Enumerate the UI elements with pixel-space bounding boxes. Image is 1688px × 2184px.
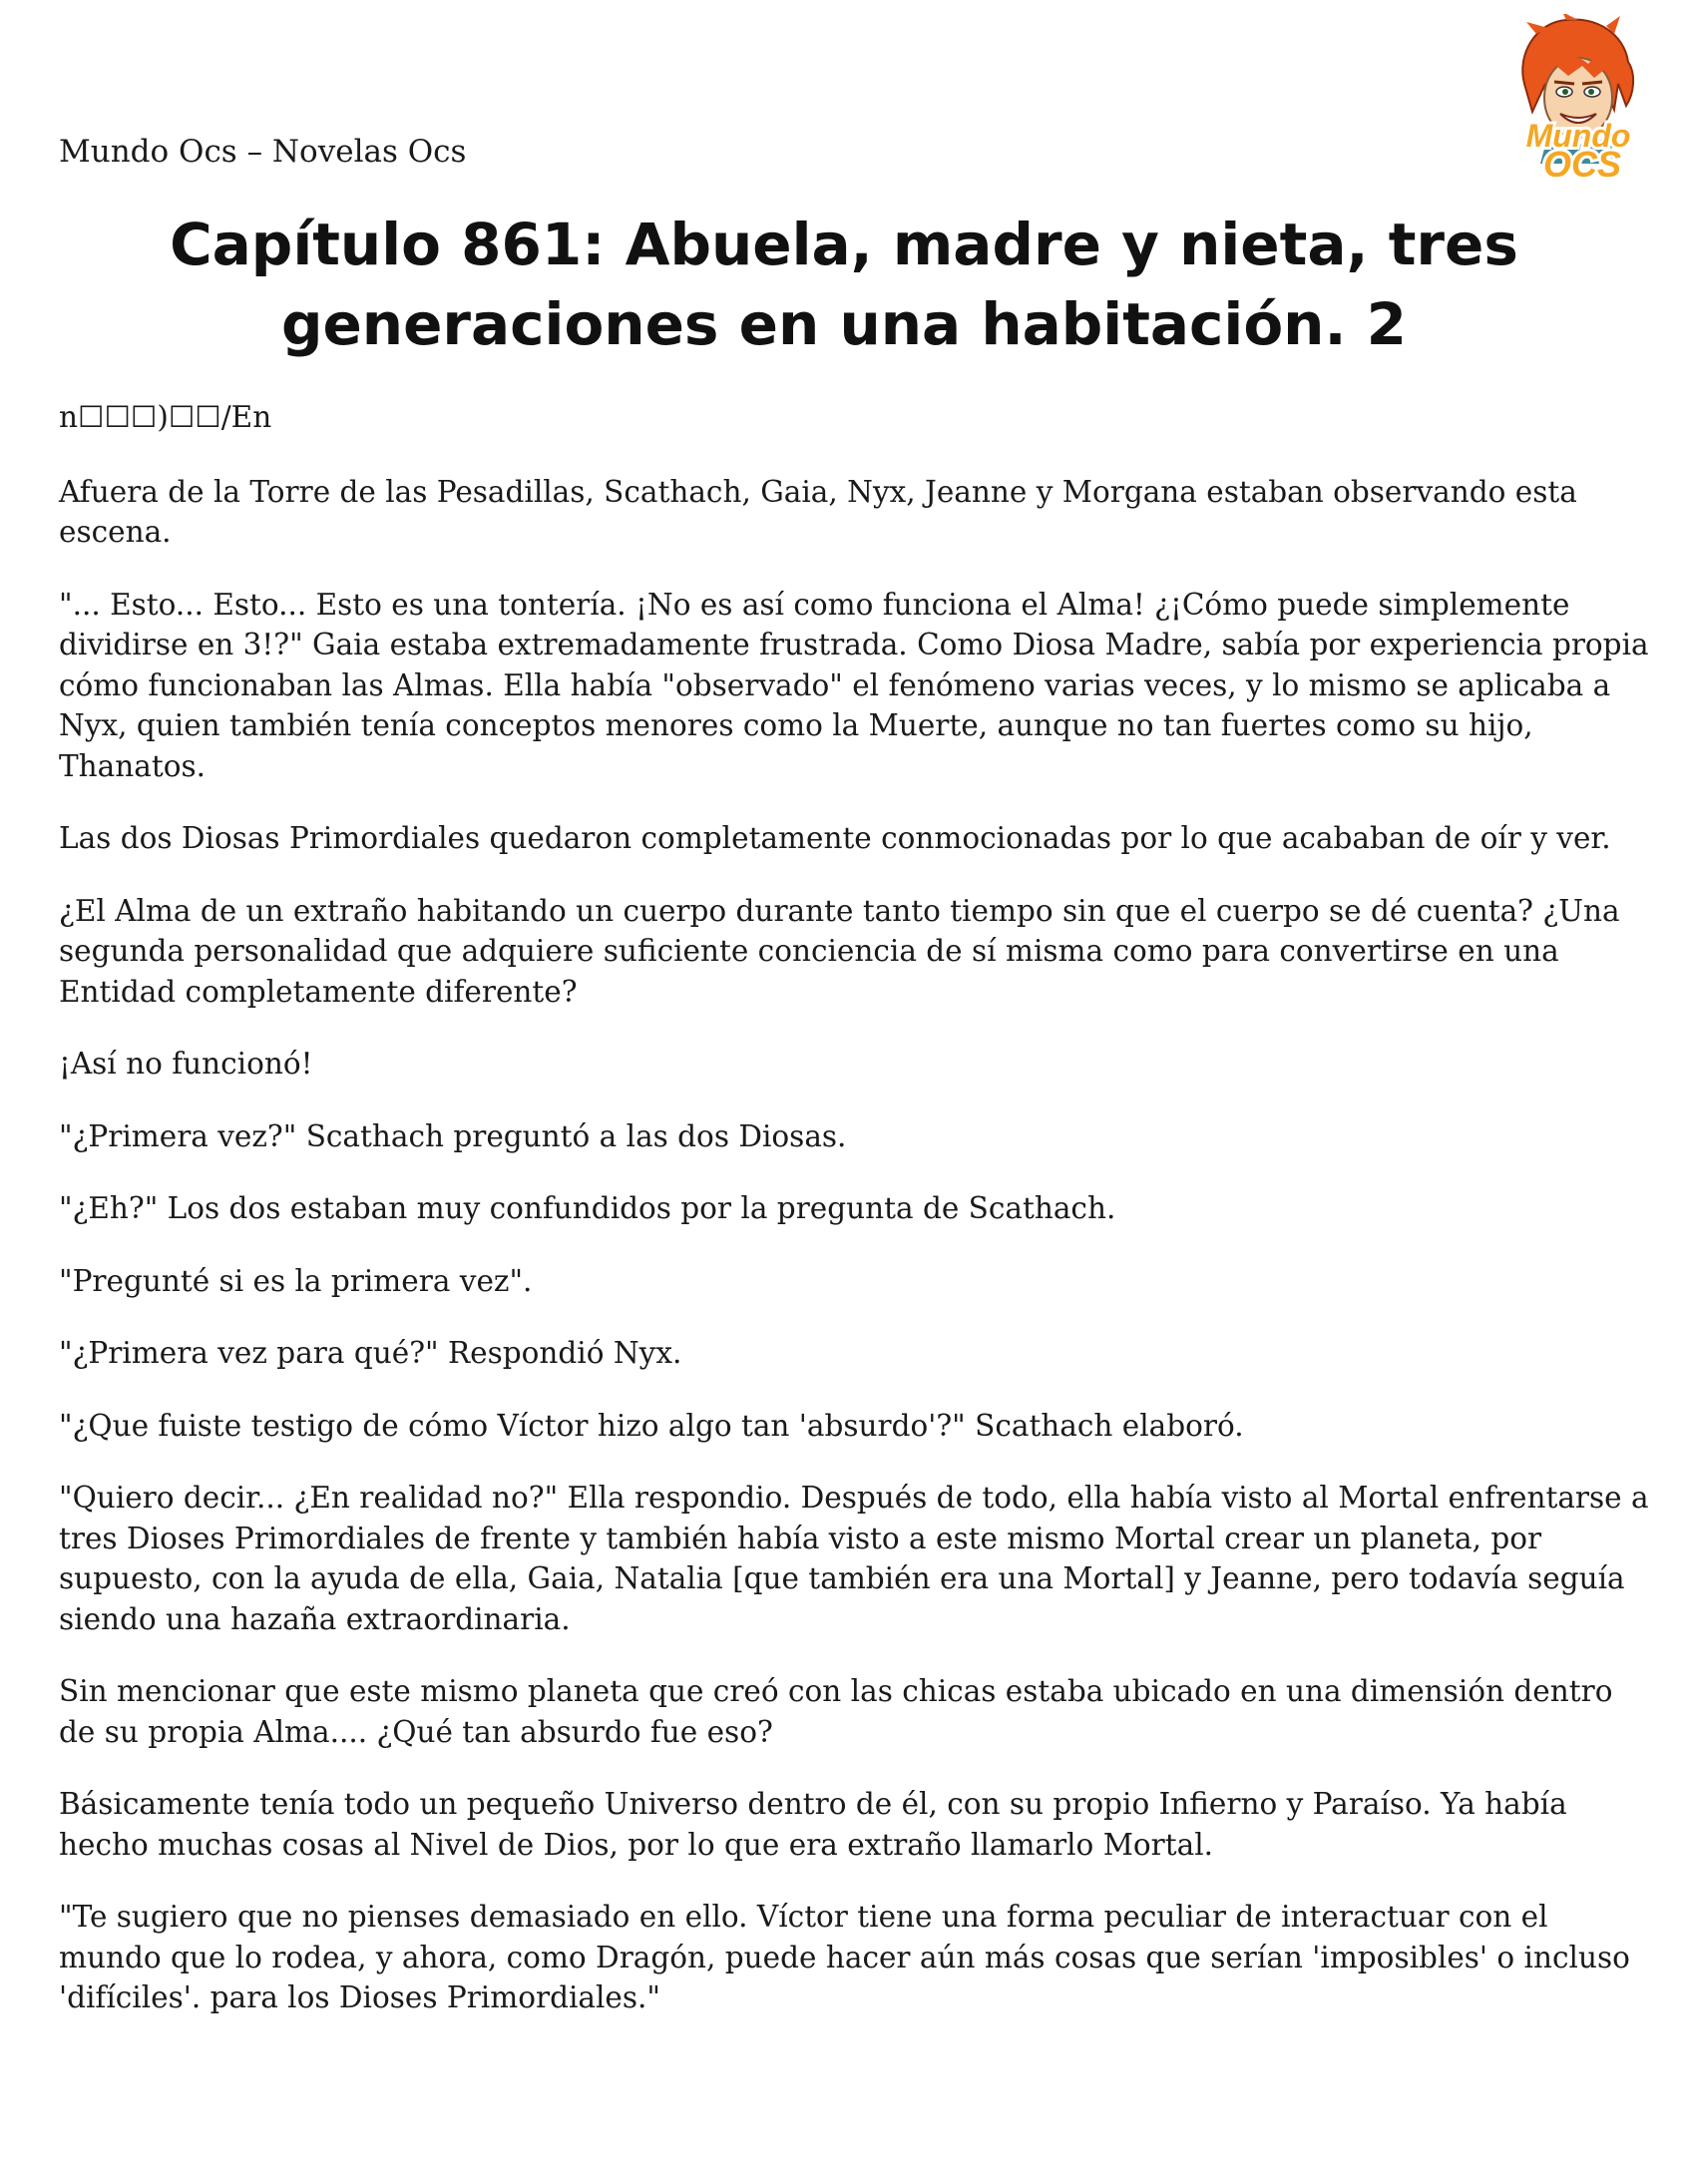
paragraph: Sin mencionar que este mismo planeta que creó con las chicas estaba ubicado en una dimensión dentro de su propia Alma.... ¿Qué tan absurdo fue eso? bbox=[59, 1674, 1613, 1749]
svg-text:Mundo: Mundo bbox=[1525, 118, 1631, 154]
paragraph: "¿Primera vez para qué?" Respondió Nyx. bbox=[59, 1336, 682, 1370]
mundo-ocs-logo bbox=[1496, 14, 1656, 184]
paragraph: ¡Así no funcionó! bbox=[59, 1047, 313, 1081]
chapter-body bbox=[59, 397, 1655, 2050]
paragraph: ¿El Alma de un extraño habitando un cuerpo durante tanto tiempo sin que el cuerpo se dé cuenta? ¿Una segunda personalidad que adquiere suficiente conciencia de sí misma como para convertirse en una Entidad completamente diferente? bbox=[59, 893, 1620, 1009]
paragraph: Básicamente tenía todo un pequeño Universo dentro de él, con su propio Infierno y Paraíso. Ya había hecho muchas cosas al Nivel de Dios, por lo que era extraño llamarlo Mortal. bbox=[59, 1787, 1567, 1862]
paragraph: "... Esto... Esto... Esto es una tontería. ¡No es así como funciona el Alma! ¿¡Cómo puede simplemente dividirse en 3!?" Gaia estaba extremadamente frustrada. Como Diosa Madre, sabía por experiencia propia cómo funcionaban las Almas. Ella había "observado" el fenómeno varias veces, y lo mismo se aplicaba a Nyx, quien también tenía conceptos menores como la Muerte, aunque no tan fuertes como su hijo, Thanatos. bbox=[59, 587, 1649, 783]
paragraph: Afuera de la Torre de las Pesadillas, Scathach, Gaia, Nyx, Jeanne y Morgana estaban observando esta escena. bbox=[59, 474, 1577, 549]
paragraph: "¿Eh?" Los dos estaban muy confundidos por la pregunta de Scathach. bbox=[59, 1191, 1116, 1225]
paragraph: "Quiero decir... ¿En realidad no?" Ella respondio. Después de todo, ella había visto al Mortal enfrentarse a tres Dioses Primordiales de frente y también había visto a este mismo Mortal crear un planeta, por supuesto, con la ayuda de ella, Gaia, Natalia [que también era una Mortal] y Jeanne, pero todavía seguía siendo una hazaña extraordinaria. bbox=[59, 1481, 1649, 1636]
paragraph: "¿Que fuiste testigo de cómo Víctor hizo algo tan 'absurdo'?" Scathach elaboró. bbox=[59, 1408, 1244, 1443]
paragraph: "¿Primera vez?" Scathach preguntó a las dos Diosas. bbox=[59, 1118, 847, 1153]
paragraph: Las dos Diosas Primordiales quedaron completamente conmocionadas por lo que acababan de oír y ver. bbox=[59, 821, 1611, 855]
source-marker: n☐☐☐)☐☐/En bbox=[59, 400, 272, 434]
paragraph: "Te sugiero que no pienses demasiado en ello. Víctor tiene una forma peculiar de interactuar con el mundo que lo rodea, y ahora, como Dragón, puede hacer aún más cosas que serían 'imposibles' o incluso 'difíciles'. para los Dioses Primordiales." bbox=[59, 1900, 1630, 2014]
svg-text:OCS: OCS bbox=[1542, 144, 1622, 184]
site-header: Mundo Ocs – Novelas Ocs bbox=[59, 134, 467, 170]
paragraph: "Pregunté si es la primera vez". bbox=[59, 1263, 533, 1298]
chapter-title: Capítulo 861: Abuela, madre y nieta, tres generaciones en una habitación. 2 bbox=[170, 211, 1518, 358]
